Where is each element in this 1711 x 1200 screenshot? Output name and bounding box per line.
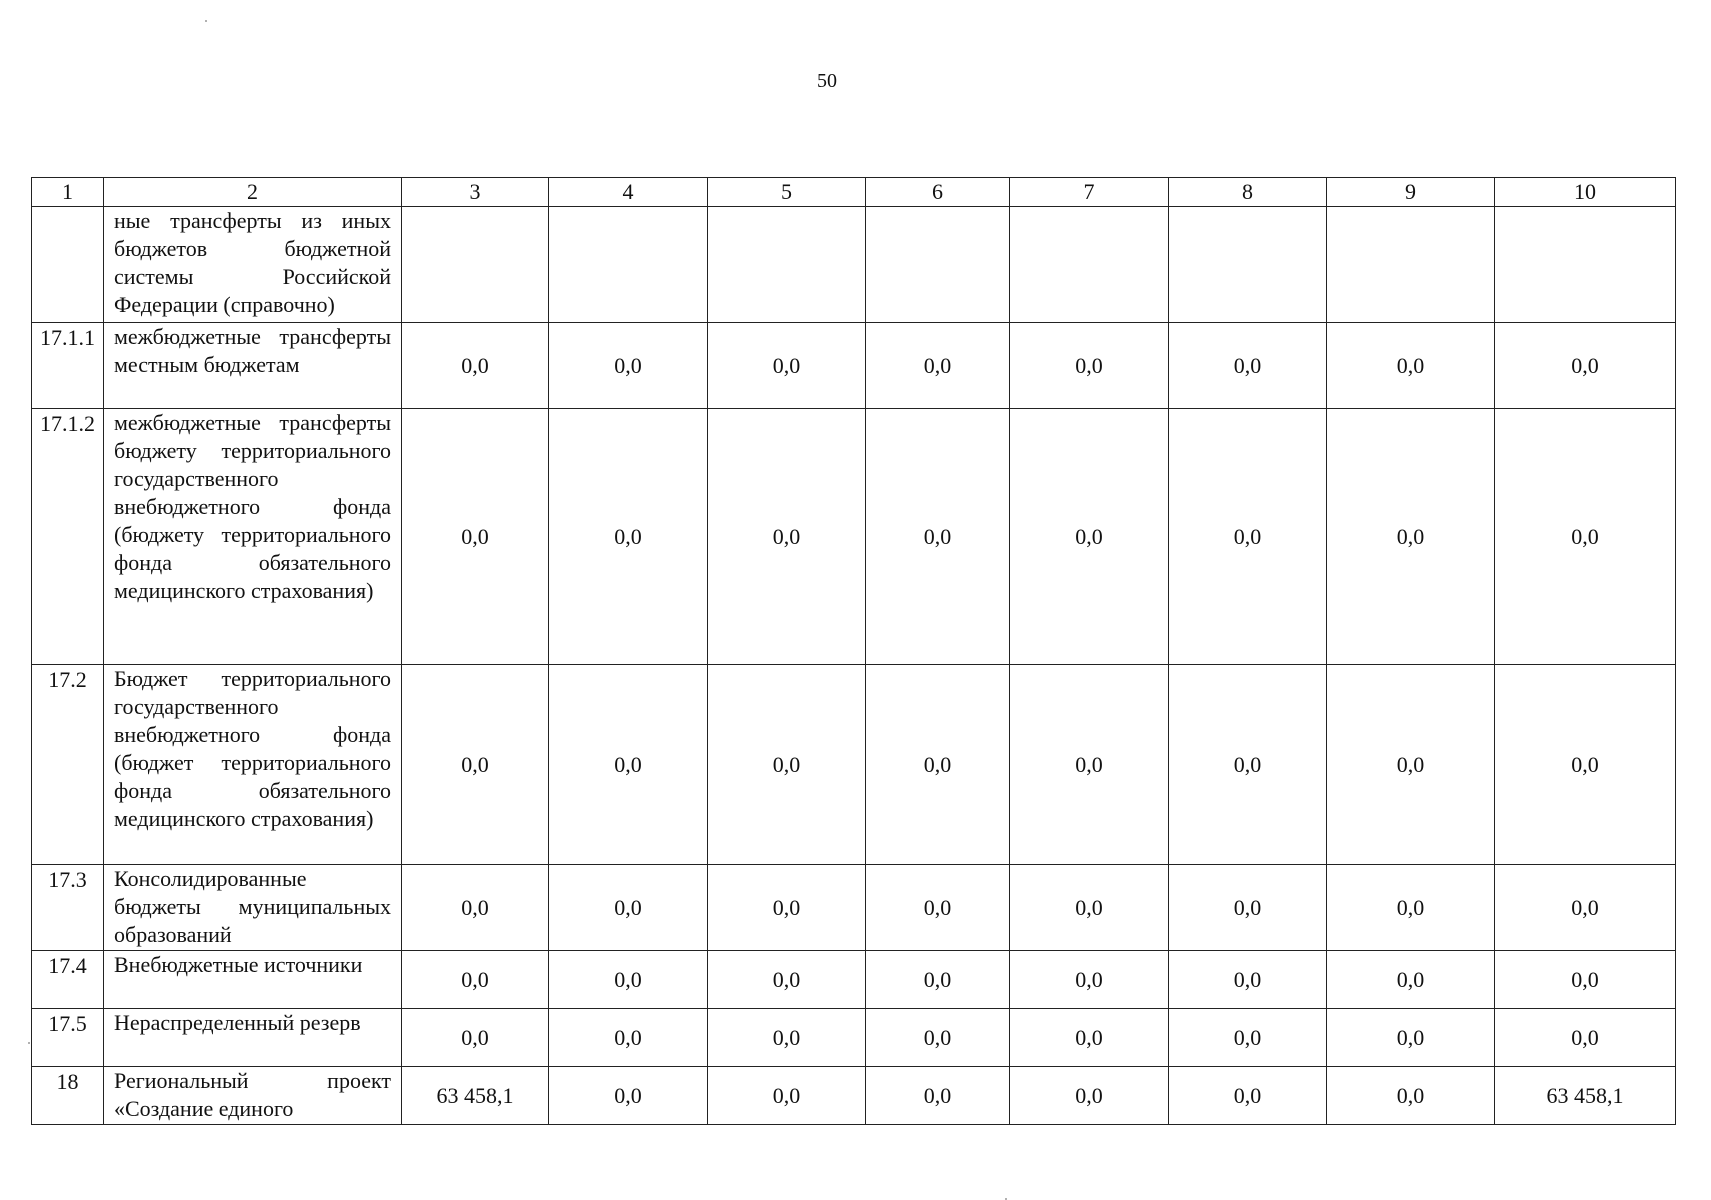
value-cell: 0,0 (549, 323, 708, 409)
table-row (32, 323, 1676, 409)
value-cell: 0,0 (1327, 1009, 1495, 1067)
column-header: 2 (104, 178, 402, 207)
row-number: 17.4 (32, 951, 104, 1009)
scan-speck (28, 1042, 30, 1044)
value-cell: 0,0 (1169, 1067, 1327, 1125)
column-header: 5 (708, 178, 866, 207)
column-header: 8 (1169, 178, 1327, 207)
table-row (32, 865, 1676, 951)
row-description: Нераспределенный резерв (104, 1009, 402, 1067)
value-cell: 0,0 (866, 323, 1010, 409)
value-cell: 0,0 (866, 951, 1010, 1009)
value-cell: 0,0 (549, 1009, 708, 1067)
value-cell: 0,0 (402, 865, 549, 951)
row-description: ные трансферты из иных бюджетов бюджетной системы Российской Федерации (справочно) (104, 207, 402, 323)
table-row (32, 207, 1676, 323)
row-number: 17.1.1 (32, 323, 104, 409)
header-row (32, 178, 1676, 207)
value-cell (1327, 207, 1495, 323)
value-cell: 0,0 (549, 865, 708, 951)
row-description: межбюджетные трансферты бюджету территориального государственного внебюджетного фонда (бюджету территориального фонда обязательного медицинского страхования) (104, 409, 402, 665)
row-description: Бюджет территориального государственного внебюджетного фонда (бюджет территориального фонда обязательного медицинского страхования) (104, 665, 402, 865)
value-cell (1010, 207, 1169, 323)
budget-table (31, 177, 1676, 1125)
value-cell: 0,0 (402, 951, 549, 1009)
value-cell (1169, 207, 1327, 323)
value-cell: 0,0 (1495, 951, 1676, 1009)
value-cell: 0,0 (1169, 951, 1327, 1009)
page-number: 50 (817, 70, 837, 92)
value-cell: 0,0 (402, 323, 549, 409)
column-header: 1 (32, 178, 104, 207)
value-cell: 0,0 (402, 1009, 549, 1067)
value-cell (1495, 207, 1676, 323)
value-cell: 0,0 (1495, 1009, 1676, 1067)
table-row (32, 1009, 1676, 1067)
row-description: Региональный проект «Создание единого (104, 1067, 402, 1125)
value-cell: 0,0 (1327, 409, 1495, 665)
column-header: 4 (549, 178, 708, 207)
value-cell: 0,0 (1169, 1009, 1327, 1067)
value-cell: 0,0 (708, 1009, 866, 1067)
value-cell: 0,0 (549, 1067, 708, 1125)
column-header: 6 (866, 178, 1010, 207)
value-cell: 0,0 (1495, 865, 1676, 951)
column-header: 3 (402, 178, 549, 207)
value-cell: 0,0 (1495, 323, 1676, 409)
value-cell: 0,0 (1495, 665, 1676, 865)
value-cell: 0,0 (1169, 409, 1327, 665)
value-cell: 0,0 (708, 1067, 866, 1125)
row-number: 17.2 (32, 665, 104, 865)
value-cell: 0,0 (866, 1009, 1010, 1067)
value-cell: 0,0 (708, 951, 866, 1009)
value-cell: 0,0 (866, 1067, 1010, 1125)
column-header: 7 (1010, 178, 1169, 207)
value-cell: 0,0 (708, 323, 866, 409)
value-cell: 0,0 (549, 409, 708, 665)
value-cell: 0,0 (1327, 951, 1495, 1009)
table-row (32, 665, 1676, 865)
value-cell: 0,0 (1010, 409, 1169, 665)
value-cell: 0,0 (708, 665, 866, 865)
value-cell: 0,0 (1010, 1009, 1169, 1067)
value-cell: 0,0 (1010, 865, 1169, 951)
row-description: межбюджетные трансферты местным бюджетам (104, 323, 402, 409)
value-cell: 0,0 (1327, 665, 1495, 865)
row-number (32, 207, 104, 323)
value-cell (708, 207, 866, 323)
table-row (32, 409, 1676, 665)
table-row (32, 951, 1676, 1009)
value-cell: 0,0 (1010, 951, 1169, 1009)
value-cell: 0,0 (402, 665, 549, 865)
value-cell: 63 458,1 (1495, 1067, 1676, 1125)
value-cell: 63 458,1 (402, 1067, 549, 1125)
value-cell: 0,0 (1327, 1067, 1495, 1125)
value-cell: 0,0 (866, 409, 1010, 665)
row-description: Консолидированные бюджеты муниципальных образований (104, 865, 402, 951)
value-cell (402, 207, 549, 323)
value-cell: 0,0 (866, 665, 1010, 865)
value-cell: 0,0 (549, 665, 708, 865)
value-cell: 0,0 (1010, 323, 1169, 409)
value-cell: 0,0 (1169, 665, 1327, 865)
value-cell: 0,0 (1169, 323, 1327, 409)
row-number: 18 (32, 1067, 104, 1125)
column-header: 10 (1495, 178, 1676, 207)
value-cell (866, 207, 1010, 323)
value-cell: 0,0 (1169, 865, 1327, 951)
column-header: 9 (1327, 178, 1495, 207)
value-cell: 0,0 (1327, 865, 1495, 951)
value-cell: 0,0 (1010, 665, 1169, 865)
value-cell: 0,0 (1495, 409, 1676, 665)
value-cell: 0,0 (1327, 323, 1495, 409)
value-cell: 0,0 (866, 865, 1010, 951)
table-row (32, 1067, 1676, 1125)
value-cell: 0,0 (708, 865, 866, 951)
row-number: 17.5 (32, 1009, 104, 1067)
value-cell: 0,0 (1010, 1067, 1169, 1125)
value-cell: 0,0 (549, 951, 708, 1009)
row-number: 17.1.2 (32, 409, 104, 665)
value-cell: 0,0 (708, 409, 866, 665)
row-number: 17.3 (32, 865, 104, 951)
scan-speck (205, 20, 207, 22)
value-cell: 0,0 (402, 409, 549, 665)
row-description: Внебюджетные источники (104, 951, 402, 1009)
value-cell (549, 207, 708, 323)
